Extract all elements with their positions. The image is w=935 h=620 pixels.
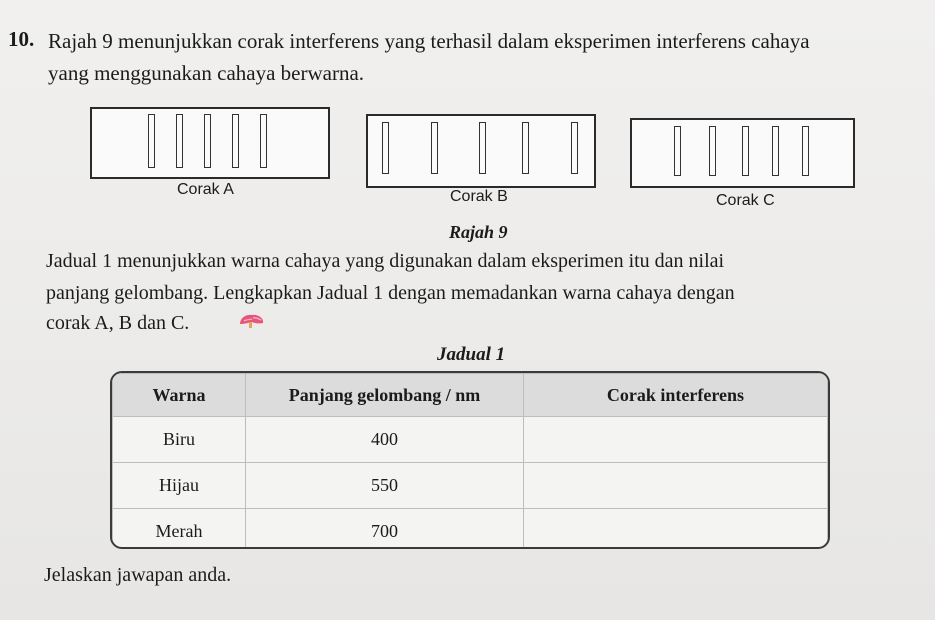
cell-pattern-answer[interactable] [524, 417, 828, 463]
pattern-b-fringe [522, 122, 529, 174]
pattern-b-fringe [571, 122, 578, 174]
header-panjang-gelombang: Panjang gelombang / nm [246, 374, 524, 417]
header-corak-interferens: Corak interferens [524, 374, 828, 417]
pattern-a-fringe [148, 114, 155, 168]
pattern-c-label: Corak C [716, 192, 775, 209]
instruction-text: Jelaskan jawapan anda. [44, 564, 232, 586]
pattern-a-fringe [232, 114, 239, 168]
table-row [113, 509, 828, 550]
figure-caption: Rajah 9 [449, 222, 508, 242]
pattern-c-fringe [742, 126, 749, 176]
cell-colour: Biru [113, 417, 246, 463]
cell-colour: Hijau [113, 463, 246, 509]
cell-pattern-answer[interactable] [524, 509, 828, 550]
pattern-c-fringe [674, 126, 681, 176]
pattern-a-fringe [260, 114, 267, 168]
brain-icon [238, 312, 266, 330]
cell-colour: Merah [113, 509, 246, 550]
pattern-b-fringe [431, 122, 438, 174]
cell-wavelength: 400 [246, 417, 524, 463]
question-number: 10. [8, 27, 35, 51]
table-header-row [113, 374, 828, 417]
table-row [113, 417, 828, 463]
pattern-b-label: Corak B [450, 188, 508, 205]
pattern-b-fringe [479, 122, 486, 174]
table-row [113, 463, 828, 509]
pattern-c-fringe [802, 126, 809, 176]
pattern-b-fringe [382, 122, 389, 174]
pattern-a-box [90, 107, 330, 179]
question-text-line-2: yang menggunakan cahaya berwarna. [48, 61, 365, 85]
question-text-line-1: Rajah 9 menunjukkan corak interferens yang terhasil dalam eksperimen interferens cahaya [48, 29, 810, 53]
paragraph-line-3: corak A, B dan C. [46, 312, 190, 334]
pattern-c-fringe [772, 126, 779, 176]
table-caption: Jadual 1 [437, 344, 506, 365]
cell-wavelength: 700 [246, 509, 524, 550]
pattern-c-box [630, 118, 855, 188]
paragraph-line-1: Jadual 1 menunjukkan warna cahaya yang digunakan dalam eksperimen itu dan nilai [46, 250, 725, 272]
pattern-b-box [366, 114, 596, 188]
cell-wavelength: 550 [246, 463, 524, 509]
pattern-a-label: Corak A [177, 181, 234, 198]
pattern-a-fringe [176, 114, 183, 168]
paragraph-line-2: panjang gelombang. Lengkapkan Jadual 1 dengan memadankan warna cahaya dengan [46, 282, 735, 304]
header-warna: Warna [113, 374, 246, 417]
wavelength-table [110, 371, 830, 549]
cell-pattern-answer[interactable] [524, 463, 828, 509]
pattern-a-fringe [204, 114, 211, 168]
pattern-c-fringe [709, 126, 716, 176]
